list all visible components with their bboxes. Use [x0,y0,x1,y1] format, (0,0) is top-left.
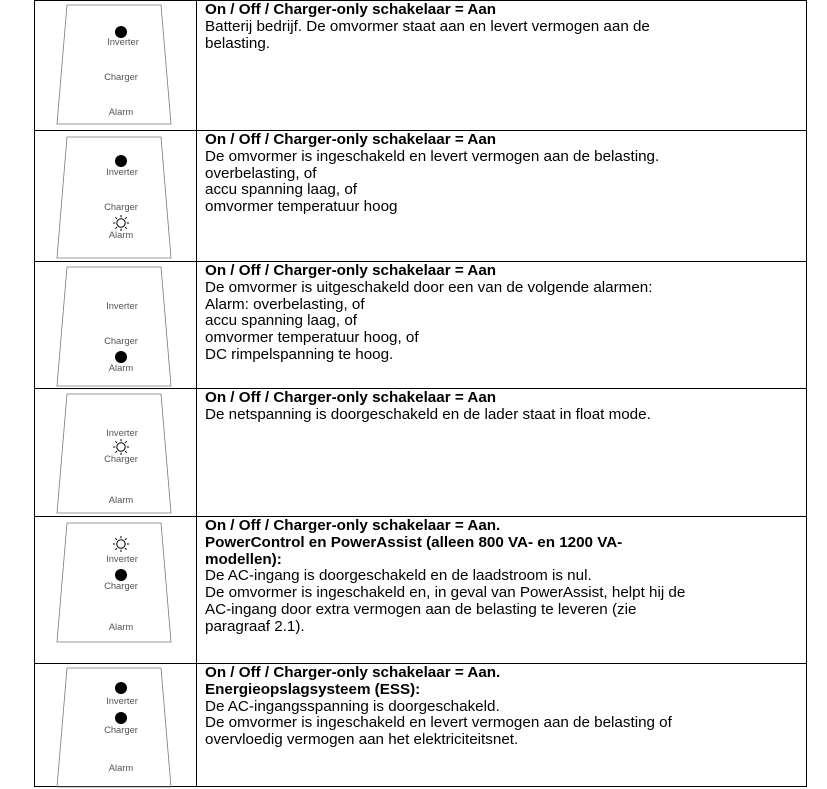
panel-label-alarm: Alarm [108,362,134,373]
switch-state-heading: On / Off / Charger-only schakelaar = Aan. [205,664,501,681]
description-cell [205,665,800,749]
led-panel-illustration [53,265,175,387]
led-panel-illustration [53,666,175,788]
description-line: De AC-ingang is doorgeschakeld en de laadstroom is nul. [205,567,592,585]
mode-subheading: Energieopslagsysteem (ESS): [205,680,421,698]
led-panel-illustration [53,135,175,259]
description-line: DC rimpelspanning te hoog. [205,345,394,363]
led-status-table [34,0,807,789]
mode-subheading: PowerControl en PowerAssist (alleen 800 VA- en 1200 VA- [205,533,623,551]
description-line: omvormer temperatuur hoog [205,198,398,216]
table-row [34,261,807,388]
description-line: overvloedig vermogen aan het elektriciteitsnet. [205,731,519,749]
description-line: paragraaf 2.1). [205,617,305,635]
mode-subheading: modellen): [205,550,282,568]
description-cell [205,132,800,216]
description-cell [205,518,800,636]
switch-state-heading: On / Off / Charger-only schakelaar = Aan [205,1,497,18]
led-dot-icon [115,712,127,724]
led-dot-icon [115,682,127,694]
led-panel-cell [35,517,197,663]
description-cell [205,390,800,424]
panel-label-inverter: Inverter [107,36,139,47]
panel-label-inverter: Inverter [106,695,138,706]
switch-state-heading: On / Off / Charger-only schakelaar = Aan [205,389,497,406]
panel-label-alarm: Alarm [108,494,134,505]
switch-state-heading: On / Off / Charger-only schakelaar = Aan. [205,517,501,534]
description-cell [205,263,800,364]
description-line: De omvormer is ingeschakeld en, in geval van PowerAssist, helpt hij de [205,584,686,602]
description-line: Alarm: overbelasting, of [205,295,365,313]
switch-state-heading: On / Off / Charger-only schakelaar = Aan [205,262,497,279]
description-line: De AC-ingangsspanning is doorgeschakeld. [205,697,500,715]
description-line: belasting. [205,34,271,52]
description-line: accu spanning laag, of [205,181,357,199]
table-row [34,516,807,663]
description-line: Batterij bedrijf. De omvormer staat aan en levert vermogen aan de [205,17,650,35]
led-panel-cell [35,664,197,786]
panel-label-charger: Charger [104,724,138,735]
panel-label-inverter: Inverter [106,300,138,311]
led-panel-cell [35,389,197,516]
table-row [34,0,807,130]
panel-label-charger: Charger [104,201,138,212]
description-line: De omvormer is ingeschakeld en levert vermogen aan de belasting of [205,714,672,732]
switch-state-heading: On / Off / Charger-only schakelaar = Aan [205,131,497,148]
led-panel-cell [35,1,197,130]
description-line: De netspanning is doorgeschakeld en de lader staat in float mode. [205,405,651,423]
led-panel-cell [35,262,197,388]
description-line: omvormer temperatuur hoog, of [205,329,419,347]
panel-label-inverter: Inverter [106,553,138,564]
panel-label-alarm: Alarm [108,106,134,117]
led-panel-illustration [53,3,175,125]
panel-label-alarm: Alarm [108,229,134,240]
panel-label-inverter: Inverter [106,166,138,177]
panel-label-charger: Charger [104,580,138,591]
table-row [34,388,807,516]
panel-label-charger: Charger [104,335,138,346]
led-panel-illustration [53,521,175,643]
led-panel-illustration [53,392,175,514]
description-line: overbelasting, of [205,164,317,182]
table-row [34,130,807,261]
description-line: De omvormer is ingeschakeld en levert vermogen aan de belasting. [205,147,660,165]
panel-label-alarm: Alarm [108,621,134,632]
blinking-led-icon [113,536,129,552]
panel-label-alarm: Alarm [108,762,134,773]
description-line: AC-ingang door extra vermogen aan de belasting te leveren (zie [205,600,637,618]
description-line: accu spanning laag, of [205,312,357,330]
panel-label-inverter: Inverter [106,427,138,438]
table-row [34,663,807,787]
description-cell [205,2,800,52]
led-panel-cell [35,131,197,261]
description-line: De omvormer is uitgeschakeld door een van de volgende alarmen: [205,278,653,296]
panel-label-charger: Charger [104,71,138,82]
panel-label-charger: Charger [104,453,138,464]
